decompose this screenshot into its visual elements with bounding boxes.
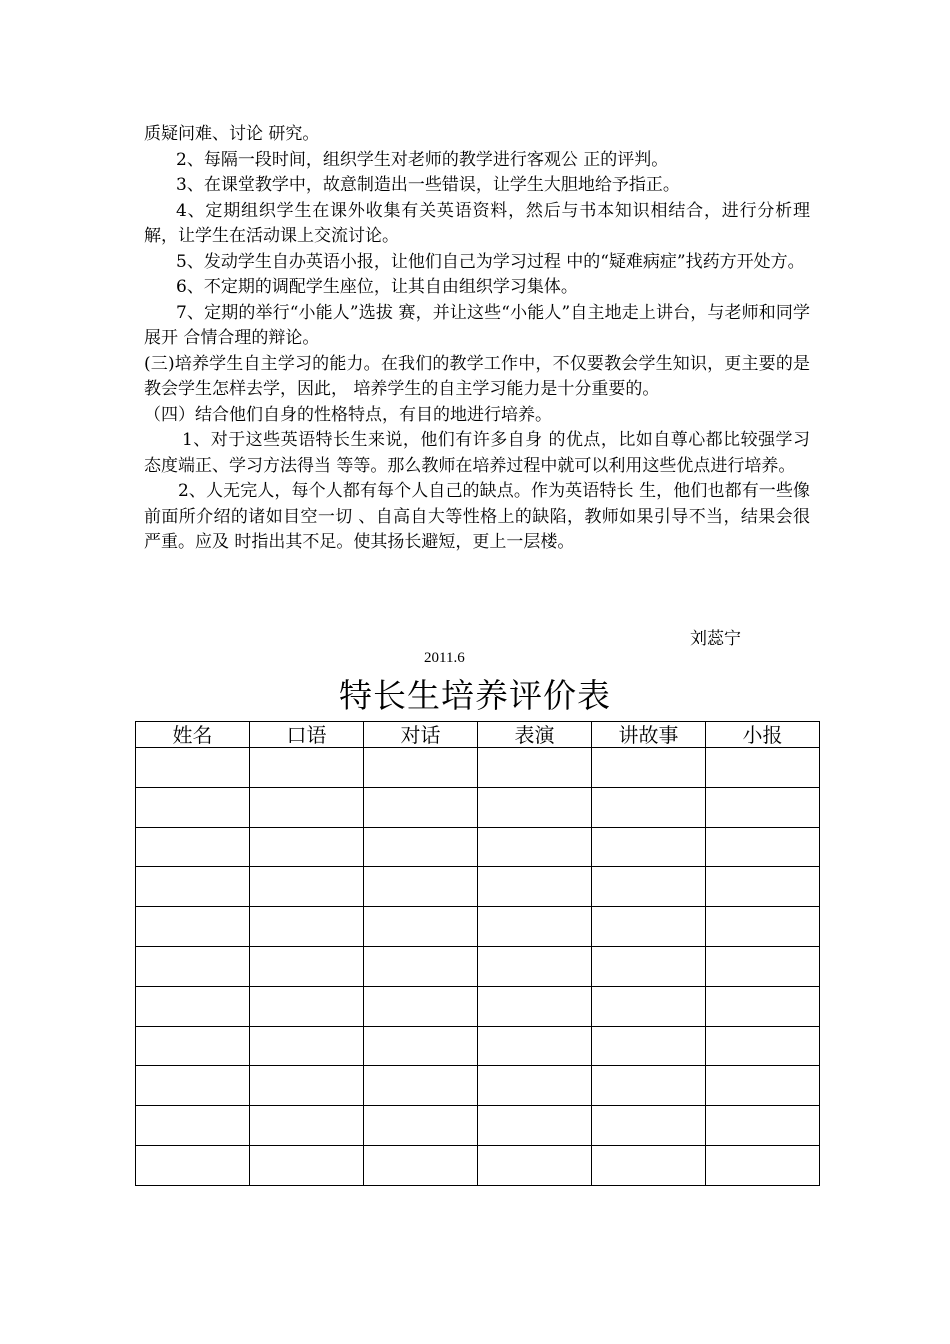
header-oral: 口语	[250, 722, 364, 748]
author-name: 刘蕊宁	[690, 629, 741, 649]
table-cell	[136, 867, 250, 907]
table-cell	[592, 1145, 706, 1185]
table-cell	[136, 1026, 250, 1066]
table-cell	[592, 986, 706, 1026]
table-cell	[592, 827, 706, 867]
table-cell	[250, 946, 364, 986]
table-cell	[592, 946, 706, 986]
table-cell	[364, 827, 478, 867]
table-row	[136, 1145, 820, 1185]
table-cell	[364, 986, 478, 1026]
header-name: 姓名	[136, 722, 250, 748]
paragraph: 2、人无完人，每个人都有每个人自己的缺点。作为英语特长 生，他们也都有一些像前面所介绍的诸如目空一切 、自高自大等性格上的缺陷，教师如果引导不当，结果会很严重。应及 时指出其不足。使其扬长避短，更上一层楼。	[144, 481, 810, 552]
table-cell	[250, 787, 364, 827]
table-cell	[706, 907, 820, 947]
table-cell	[592, 748, 706, 788]
table-row	[136, 986, 820, 1026]
paragraph: 1、对于这些英语特长生来说，他们有许多自身 的优点，比如自尊心都比较强学习态度端正、学习方法得当 等等。那么教师在培养过程中就可以利用这些优点进行培养。	[144, 430, 810, 476]
table-cell	[478, 827, 592, 867]
table-cell	[478, 1026, 592, 1066]
evaluation-table	[135, 721, 820, 1186]
header-dialogue: 对话	[364, 722, 478, 748]
paragraph: 7、定期的举行“小能人”选拔 赛，并让这些“小能人”自主地走上讲台，与老师和同学展开 合情合理的辩论。	[144, 302, 810, 348]
table-cell	[136, 907, 250, 947]
table-cell	[250, 907, 364, 947]
table-cell	[250, 1145, 364, 1185]
body-text	[144, 122, 810, 556]
paragraph: 4、定期组织学生在课外收集有关英语资料，然后与书本知识相结合，进行分析理解，让学生在活动课上交流讨论。	[144, 200, 810, 246]
table-cell	[478, 1145, 592, 1185]
table-cell	[136, 986, 250, 1026]
table-body	[136, 748, 820, 1186]
table-cell	[706, 1145, 820, 1185]
table-cell	[706, 787, 820, 827]
table-cell	[478, 1106, 592, 1146]
table-row	[136, 907, 820, 947]
table-row	[136, 748, 820, 788]
table-cell	[136, 946, 250, 986]
table-cell	[478, 1066, 592, 1106]
table-cell	[136, 1106, 250, 1146]
table-cell	[364, 1106, 478, 1146]
table-cell	[706, 986, 820, 1026]
table-cell	[250, 748, 364, 788]
table-cell	[250, 1066, 364, 1106]
table-cell	[364, 1145, 478, 1185]
table-cell	[706, 1066, 820, 1106]
table-header-row	[136, 722, 820, 748]
table-cell	[592, 1066, 706, 1106]
table-cell	[364, 867, 478, 907]
header-newspaper: 小报	[706, 722, 820, 748]
table-row	[136, 946, 820, 986]
table-cell	[706, 946, 820, 986]
header-performance: 表演	[478, 722, 592, 748]
section-heading: （四）结合他们自身的性格特点，有目的地进行培养。	[144, 404, 552, 425]
table-cell	[478, 867, 592, 907]
table-cell	[592, 1106, 706, 1146]
document-date: 2011.6	[424, 650, 465, 666]
table-row	[136, 867, 820, 907]
table-row	[136, 827, 820, 867]
paragraph: 3、在课堂教学中，故意制造出一些错误，让学生大胆地给予指正。	[176, 175, 680, 195]
paragraph: 5、发动学生自办英语小报，让他们自己为学习过程 中的“疑难病症”找药方开处方。	[176, 251, 805, 272]
header-storytelling: 讲故事	[592, 722, 706, 748]
paragraph: 2、每隔一段时间，组织学生对老师的教学进行客观公 正的评判。	[176, 149, 669, 170]
table-cell	[478, 748, 592, 788]
table-title: 特长生培养评价表	[339, 676, 611, 715]
table-cell	[364, 1066, 478, 1106]
table-cell	[706, 1026, 820, 1066]
table-cell	[364, 946, 478, 986]
table-cell	[364, 787, 478, 827]
table-cell	[136, 1066, 250, 1106]
table-row	[136, 787, 820, 827]
table-cell	[706, 1106, 820, 1146]
table-cell	[706, 867, 820, 907]
table-cell	[136, 1145, 250, 1185]
table-cell	[136, 748, 250, 788]
table-cell	[592, 907, 706, 947]
table-cell	[478, 907, 592, 947]
table-cell	[592, 867, 706, 907]
table-cell	[250, 827, 364, 867]
table-cell	[364, 907, 478, 947]
table-cell	[478, 787, 592, 827]
table-cell	[250, 1106, 364, 1146]
table-cell	[364, 1026, 478, 1066]
table-cell	[364, 748, 478, 788]
table-row	[136, 1106, 820, 1146]
table-cell	[592, 1026, 706, 1066]
table-cell	[478, 946, 592, 986]
table-cell	[706, 827, 820, 867]
table-cell	[250, 867, 364, 907]
paragraph: 质疑问难、讨论 研究。	[144, 124, 320, 144]
table-row	[136, 1066, 820, 1106]
table-cell	[250, 1026, 364, 1066]
table-cell	[478, 986, 592, 1026]
table-cell	[592, 787, 706, 827]
section-heading: (三)培养学生自主学习的能力。在我们的教学工作中，不仅要教会学生知识，更主要的是教会学生怎样去学，因此， 培养学生的自主学习能力是十分重要的。	[144, 353, 810, 399]
table-cell	[706, 748, 820, 788]
table-row	[136, 1026, 820, 1066]
paragraph: 6、不定期的调配学生座位，让其自由组织学习集体。	[176, 277, 578, 297]
table-cell	[136, 827, 250, 867]
table-cell	[136, 787, 250, 827]
table-cell	[250, 986, 364, 1026]
